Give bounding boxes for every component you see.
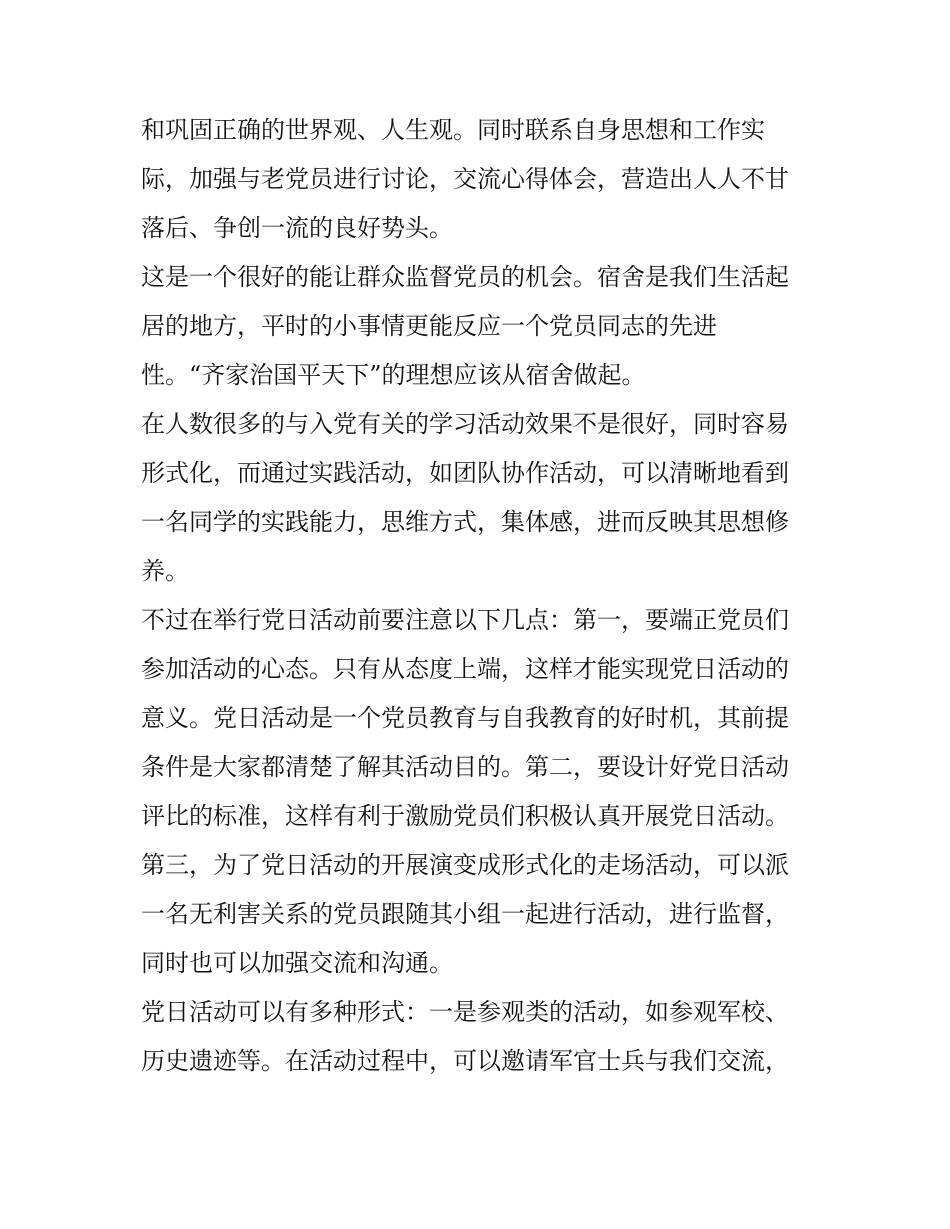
text-line: 性。“齐家治国平天下”的理想应该从宿舍做起。 [141, 361, 646, 389]
text-line: 不过在举行党日活动前要注意以下几点：第一，要端正党员们 [141, 606, 789, 634]
text-line: 一名无利害关系的党员跟随其小组一起进行活动，进行监督， [141, 900, 789, 928]
text-line: 在人数很多的与入党有关的学习活动效果不是很好，同时容易 [141, 410, 789, 438]
text-line: 第三，为了党日活动的开展演变成形式化的走场活动，可以派 [141, 851, 789, 879]
text-line: 历史遗迹等。在活动过程中，可以邀请军官士兵与我们交流， [141, 1047, 789, 1075]
text-line: 条件是大家都清楚了解其活动目的。第二，要设计好党日活动 [141, 753, 789, 781]
text-line: 评比的标准，这样有利于激励党员们积极认真开展党日活动。 [141, 802, 789, 830]
text-line: 一名同学的实践能力，思维方式，集体感，进而反映其思想修 [141, 508, 789, 536]
text-line: 养。 [141, 557, 189, 585]
text-line: 参加活动的心态。只有从态度上端，这样才能实现党日活动的 [141, 655, 789, 683]
text-line: 落后、争创一流的良好势头。 [141, 214, 453, 242]
text-line: 意义。党日活动是一个党员教育与自我教育的好时机，其前提 [141, 704, 789, 732]
text-line: 同时也可以加强交流和沟通。 [141, 949, 453, 977]
text-line: 和巩固正确的世界观、人生观。同时联系自身思想和工作实 [141, 116, 765, 144]
document-body [141, 106, 821, 1086]
text-line: 这是一个很好的能让群众监督党员的机会。宿舍是我们生活起 [141, 263, 789, 291]
text-line: 居的地方，平时的小事情更能反应一个党员同志的先进 [141, 312, 717, 340]
text-line: 党日活动可以有多种形式：一是参观类的活动，如参观军校、 [141, 998, 789, 1026]
text-line: 形式化，而通过实践活动，如团队协作活动，可以清晰地看到 [141, 459, 789, 487]
text-line: 际，加强与老党员进行讨论，交流心得体会，营造出人人不甘 [141, 165, 789, 193]
